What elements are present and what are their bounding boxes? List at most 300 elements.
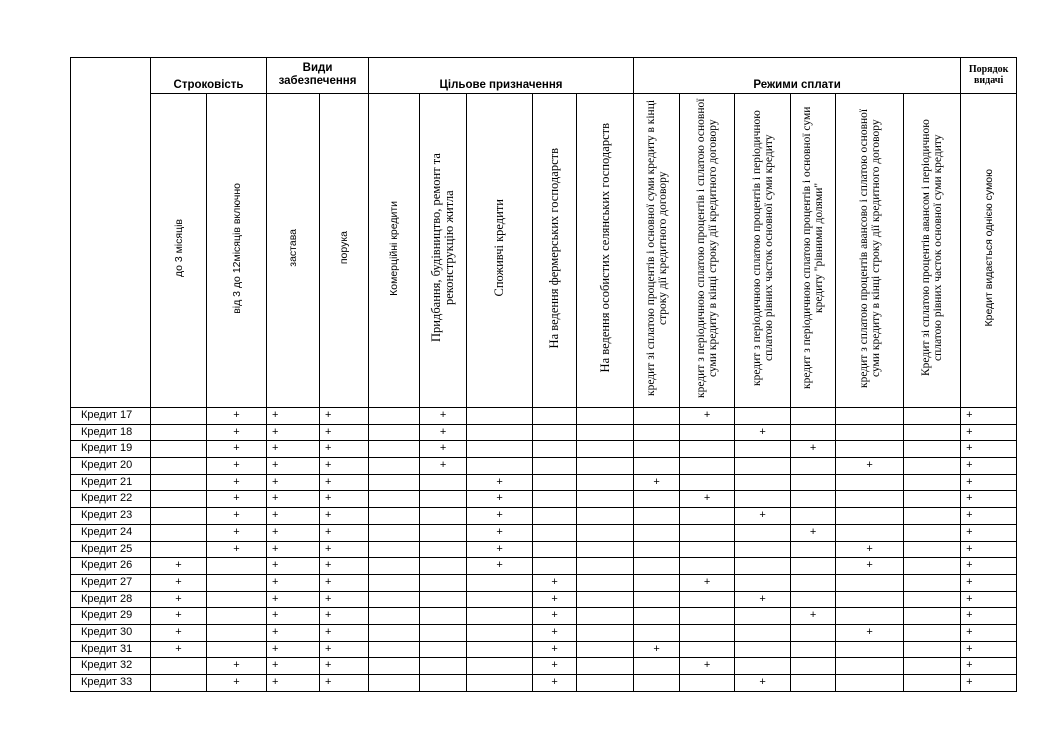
column-header: до 3 місяців <box>172 218 185 278</box>
table-cell: + <box>320 408 369 425</box>
table-cell <box>680 524 735 541</box>
table-cell <box>735 641 791 658</box>
table-cell: + <box>634 641 680 658</box>
column-header: Придбання, будівництво, ремонт та реконструкцію житла <box>429 153 457 343</box>
table-cell <box>369 624 420 641</box>
table-cell <box>467 624 533 641</box>
column-header: Кредит зі сплатою процентів авансом і періодичною сплатою рівних часток основної суми кредиту <box>920 119 945 377</box>
table-cell <box>420 508 467 525</box>
table-cell <box>904 508 961 525</box>
table-cell: + <box>961 408 1017 425</box>
row-label: Кредит 22 <box>71 491 151 508</box>
table-cell: + <box>961 608 1017 625</box>
table-cell: + <box>634 474 680 491</box>
table-cell: + <box>836 624 904 641</box>
table-cell <box>151 491 207 508</box>
table-cell: + <box>207 408 267 425</box>
table-cell: + <box>467 491 533 508</box>
table-cell: + <box>420 441 467 458</box>
table-cell: + <box>267 608 320 625</box>
table-cell <box>533 541 577 558</box>
table-cell: + <box>961 558 1017 575</box>
table-cell: + <box>735 424 791 441</box>
table-cell: + <box>961 591 1017 608</box>
table-cell <box>735 408 791 425</box>
table-cell <box>467 608 533 625</box>
table-cell <box>791 574 836 591</box>
credit-classification-table <box>70 57 1017 692</box>
table-cell: + <box>267 675 320 692</box>
table-cell <box>369 508 420 525</box>
table-cell <box>467 591 533 608</box>
table-cell: + <box>320 641 369 658</box>
table-cell: + <box>320 591 369 608</box>
table-row <box>71 675 1017 692</box>
table-cell <box>904 541 961 558</box>
table-cell: + <box>320 541 369 558</box>
table-cell <box>634 491 680 508</box>
table-cell: + <box>207 474 267 491</box>
row-label: Кредит 23 <box>71 508 151 525</box>
table-cell: + <box>533 624 577 641</box>
table-row <box>71 608 1017 625</box>
row-label: Кредит 30 <box>71 624 151 641</box>
table-cell <box>369 424 420 441</box>
table-cell <box>735 558 791 575</box>
table-cell <box>577 675 634 692</box>
table-cell <box>791 458 836 475</box>
table-cell <box>735 491 791 508</box>
table-cell <box>904 574 961 591</box>
table-cell <box>577 591 634 608</box>
table-cell <box>369 474 420 491</box>
table-cell <box>836 524 904 541</box>
table-cell <box>420 558 467 575</box>
table-row <box>71 624 1017 641</box>
table-cell <box>151 675 207 692</box>
table-cell <box>735 524 791 541</box>
table-cell: + <box>320 524 369 541</box>
table-cell <box>420 608 467 625</box>
table-cell <box>467 424 533 441</box>
table-cell: + <box>151 591 207 608</box>
table-cell <box>151 408 207 425</box>
table-cell <box>735 624 791 641</box>
table-cell <box>680 641 735 658</box>
table-cell: + <box>151 574 207 591</box>
table-cell <box>420 591 467 608</box>
table-cell <box>533 524 577 541</box>
table-cell <box>577 524 634 541</box>
table-cell <box>577 641 634 658</box>
table-cell: + <box>961 491 1017 508</box>
table-cell <box>420 574 467 591</box>
table-cell <box>735 574 791 591</box>
table-cell <box>151 541 207 558</box>
column-header: кредит з сплатою процентів авансово і сплатою основної суми кредиту в кінці строку дії кредитного договору <box>857 108 882 388</box>
table-cell <box>577 558 634 575</box>
table-cell: + <box>680 491 735 508</box>
table-cell <box>533 558 577 575</box>
table-cell: + <box>836 458 904 475</box>
table-row <box>71 491 1017 508</box>
table-cell <box>836 408 904 425</box>
table-row <box>71 574 1017 591</box>
table-cell: + <box>791 524 836 541</box>
table-cell <box>369 591 420 608</box>
table-cell: + <box>791 441 836 458</box>
table-cell: + <box>267 624 320 641</box>
row-label: Кредит 17 <box>71 408 151 425</box>
table-cell: + <box>267 541 320 558</box>
table-cell <box>680 675 735 692</box>
table-cell: + <box>267 408 320 425</box>
table-cell <box>369 491 420 508</box>
row-label: Кредит 26 <box>71 558 151 575</box>
table-cell: + <box>420 408 467 425</box>
table-cell <box>420 524 467 541</box>
table-cell <box>735 474 791 491</box>
table-cell <box>735 658 791 675</box>
table-cell: + <box>533 574 577 591</box>
row-label: Кредит 31 <box>71 641 151 658</box>
table-cell: + <box>320 608 369 625</box>
group-header-term: Строковість <box>151 58 267 94</box>
table-body <box>71 408 1017 692</box>
table-cell: + <box>207 424 267 441</box>
table-cell <box>836 675 904 692</box>
table-cell: + <box>207 524 267 541</box>
table-cell <box>467 658 533 675</box>
table-cell <box>634 424 680 441</box>
table-cell: + <box>320 675 369 692</box>
table-cell <box>369 458 420 475</box>
group-header-purpose: Цільове призначення <box>369 58 634 94</box>
table-cell <box>634 458 680 475</box>
table-cell <box>369 541 420 558</box>
table-cell <box>207 641 267 658</box>
table-cell: + <box>207 491 267 508</box>
table-cell <box>791 408 836 425</box>
table-cell <box>634 558 680 575</box>
column-header: кредит з періодичною сплатою процентів і основної суми кредиту "рівними долями" <box>801 106 826 390</box>
table-cell <box>680 624 735 641</box>
column-header: кредит з періодичною сплатою процентів і періодичною сплатою рівних часток основної суми кредиту <box>750 110 775 386</box>
table-cell <box>577 441 634 458</box>
column-header: від 3 до 12місяців включно <box>230 182 243 314</box>
table-cell: + <box>836 558 904 575</box>
table-row <box>71 558 1017 575</box>
table-cell <box>420 541 467 558</box>
row-label: Кредит 18 <box>71 424 151 441</box>
table-cell: + <box>151 558 207 575</box>
table-cell: + <box>267 641 320 658</box>
table-cell <box>904 641 961 658</box>
group-header-issuance: Порядок видачі <box>961 58 1017 94</box>
table-row <box>71 474 1017 491</box>
table-cell <box>634 508 680 525</box>
table-cell: + <box>320 574 369 591</box>
table-cell: + <box>267 474 320 491</box>
table-cell: + <box>680 408 735 425</box>
table-cell: + <box>467 541 533 558</box>
row-label: Кредит 21 <box>71 474 151 491</box>
table-cell <box>634 441 680 458</box>
table-cell <box>420 658 467 675</box>
table-cell: + <box>320 458 369 475</box>
table-cell: + <box>151 641 207 658</box>
table-cell <box>634 524 680 541</box>
table-cell: + <box>961 641 1017 658</box>
table-cell <box>420 624 467 641</box>
table-cell <box>791 558 836 575</box>
table-cell <box>207 591 267 608</box>
row-label: Кредит 27 <box>71 574 151 591</box>
group-header-repayment: Режими сплати <box>634 58 961 94</box>
table-cell <box>577 541 634 558</box>
group-header-row <box>71 58 1017 94</box>
table-cell <box>151 658 207 675</box>
table-cell <box>634 624 680 641</box>
table-cell <box>369 608 420 625</box>
table-cell <box>791 591 836 608</box>
table-cell <box>836 441 904 458</box>
table-cell <box>904 675 961 692</box>
table-cell <box>467 458 533 475</box>
table-cell: + <box>680 574 735 591</box>
table-cell: + <box>961 458 1017 475</box>
table-cell <box>680 474 735 491</box>
table-row <box>71 408 1017 425</box>
table-cell: + <box>467 524 533 541</box>
table-cell <box>577 574 634 591</box>
table-cell: + <box>735 508 791 525</box>
table-cell <box>577 458 634 475</box>
table-cell: + <box>791 608 836 625</box>
table-cell: + <box>961 675 1017 692</box>
table-cell: + <box>961 524 1017 541</box>
table-cell <box>420 474 467 491</box>
table-cell <box>836 658 904 675</box>
table-cell: + <box>467 558 533 575</box>
row-label: Кредит 33 <box>71 675 151 692</box>
row-label: Кредит 20 <box>71 458 151 475</box>
table-cell <box>680 458 735 475</box>
table-cell: + <box>267 558 320 575</box>
table-cell <box>151 508 207 525</box>
table-cell <box>533 474 577 491</box>
table-cell <box>735 458 791 475</box>
row-label: Кредит 28 <box>71 591 151 608</box>
table-cell: + <box>533 658 577 675</box>
table-cell <box>369 524 420 541</box>
table-cell <box>904 441 961 458</box>
corner-cell <box>71 58 151 408</box>
table-cell <box>791 508 836 525</box>
table-row <box>71 591 1017 608</box>
table-cell <box>467 641 533 658</box>
table-cell <box>577 624 634 641</box>
table-cell <box>207 558 267 575</box>
table-cell: + <box>320 474 369 491</box>
table-cell <box>634 675 680 692</box>
table-cell <box>791 491 836 508</box>
table-cell <box>577 608 634 625</box>
table-cell: + <box>961 441 1017 458</box>
row-label: Кредит 25 <box>71 541 151 558</box>
table-cell <box>533 424 577 441</box>
table-cell: + <box>735 591 791 608</box>
table-cell: + <box>267 658 320 675</box>
table-cell <box>904 624 961 641</box>
table-cell <box>904 408 961 425</box>
table-cell <box>369 574 420 591</box>
table-cell <box>634 408 680 425</box>
table-cell: + <box>533 641 577 658</box>
table-cell <box>634 541 680 558</box>
table-cell: + <box>207 458 267 475</box>
table-cell <box>577 408 634 425</box>
table-cell: + <box>151 624 207 641</box>
table-cell <box>369 658 420 675</box>
table-cell: + <box>320 508 369 525</box>
table-cell: + <box>207 658 267 675</box>
table-cell <box>207 608 267 625</box>
table-cell: + <box>680 658 735 675</box>
table-cell <box>904 608 961 625</box>
table-cell: + <box>320 441 369 458</box>
table-cell: + <box>267 441 320 458</box>
table-row <box>71 441 1017 458</box>
table-cell: + <box>267 524 320 541</box>
table-cell <box>369 558 420 575</box>
table-cell: + <box>961 574 1017 591</box>
table-cell <box>634 658 680 675</box>
table-cell: + <box>961 508 1017 525</box>
table-cell <box>420 641 467 658</box>
table-cell <box>680 424 735 441</box>
table-cell <box>904 558 961 575</box>
table-row <box>71 458 1017 475</box>
table-row <box>71 424 1017 441</box>
column-header: На ведення особистих селянських господарств <box>597 123 612 373</box>
table-cell: + <box>320 558 369 575</box>
table-cell: + <box>320 424 369 441</box>
column-header: На ведення фермерських господарств <box>547 147 562 349</box>
table-cell: + <box>267 491 320 508</box>
table-cell: + <box>533 591 577 608</box>
column-header: Комерційні кредити <box>388 200 401 296</box>
table-cell <box>836 508 904 525</box>
table-row <box>71 641 1017 658</box>
table-cell: + <box>267 458 320 475</box>
group-header-collateral: Види забезпечення <box>267 58 369 94</box>
table-cell <box>634 574 680 591</box>
table-row <box>71 524 1017 541</box>
row-label: Кредит 29 <box>71 608 151 625</box>
table-cell: + <box>151 608 207 625</box>
table-cell <box>904 524 961 541</box>
table-cell <box>836 608 904 625</box>
table-cell <box>904 474 961 491</box>
table-cell <box>151 474 207 491</box>
table-cell: + <box>961 474 1017 491</box>
table-cell <box>904 591 961 608</box>
table-cell <box>904 458 961 475</box>
table-cell: + <box>961 624 1017 641</box>
row-label: Кредит 32 <box>71 658 151 675</box>
table-cell <box>634 591 680 608</box>
column-header: Кредит видається однією сумою <box>982 169 995 327</box>
table-cell <box>836 424 904 441</box>
table-cell: + <box>320 491 369 508</box>
table-cell <box>577 491 634 508</box>
column-header: кредит з періодичною сплатою процентів і сплатою основної суми кредиту в кінці строку дії кредитного договору <box>695 98 720 398</box>
table-cell <box>467 408 533 425</box>
table-cell <box>577 424 634 441</box>
table-cell <box>369 675 420 692</box>
table-cell <box>680 441 735 458</box>
table-row <box>71 658 1017 675</box>
table-cell <box>791 541 836 558</box>
table-cell: + <box>961 424 1017 441</box>
column-header: Споживчі кредити <box>492 199 507 297</box>
table-cell <box>533 441 577 458</box>
table-cell <box>533 508 577 525</box>
table-cell <box>735 441 791 458</box>
table-cell <box>577 658 634 675</box>
table-cell: + <box>420 458 467 475</box>
table-cell: + <box>267 574 320 591</box>
table-cell <box>680 558 735 575</box>
table-cell <box>420 675 467 692</box>
table-cell <box>791 658 836 675</box>
table-cell <box>836 641 904 658</box>
table-cell: + <box>961 541 1017 558</box>
table-cell <box>533 491 577 508</box>
table-cell <box>791 474 836 491</box>
table-cell: + <box>836 541 904 558</box>
table-row <box>71 508 1017 525</box>
table-cell <box>151 458 207 475</box>
table-row <box>71 541 1017 558</box>
table-cell: + <box>320 624 369 641</box>
table-cell <box>791 424 836 441</box>
table-cell <box>369 408 420 425</box>
table-cell <box>735 608 791 625</box>
table-cell <box>467 441 533 458</box>
table-cell: + <box>467 474 533 491</box>
table-cell <box>904 658 961 675</box>
column-header: застава <box>287 229 300 267</box>
table-cell: + <box>467 508 533 525</box>
table-cell: + <box>735 675 791 692</box>
table-cell <box>836 574 904 591</box>
table-cell <box>634 608 680 625</box>
table-cell <box>680 508 735 525</box>
table-cell <box>680 541 735 558</box>
table-cell <box>577 508 634 525</box>
table-cell: + <box>533 608 577 625</box>
table-cell <box>577 474 634 491</box>
table-cell <box>369 441 420 458</box>
table-cell: + <box>420 424 467 441</box>
table-cell: + <box>320 658 369 675</box>
table-cell: + <box>207 541 267 558</box>
table-cell <box>791 641 836 658</box>
column-header: кредит зі сплатою процентів і основної суми кредиту в кінці строку дії кредитного договору <box>644 99 669 397</box>
table-cell <box>680 591 735 608</box>
